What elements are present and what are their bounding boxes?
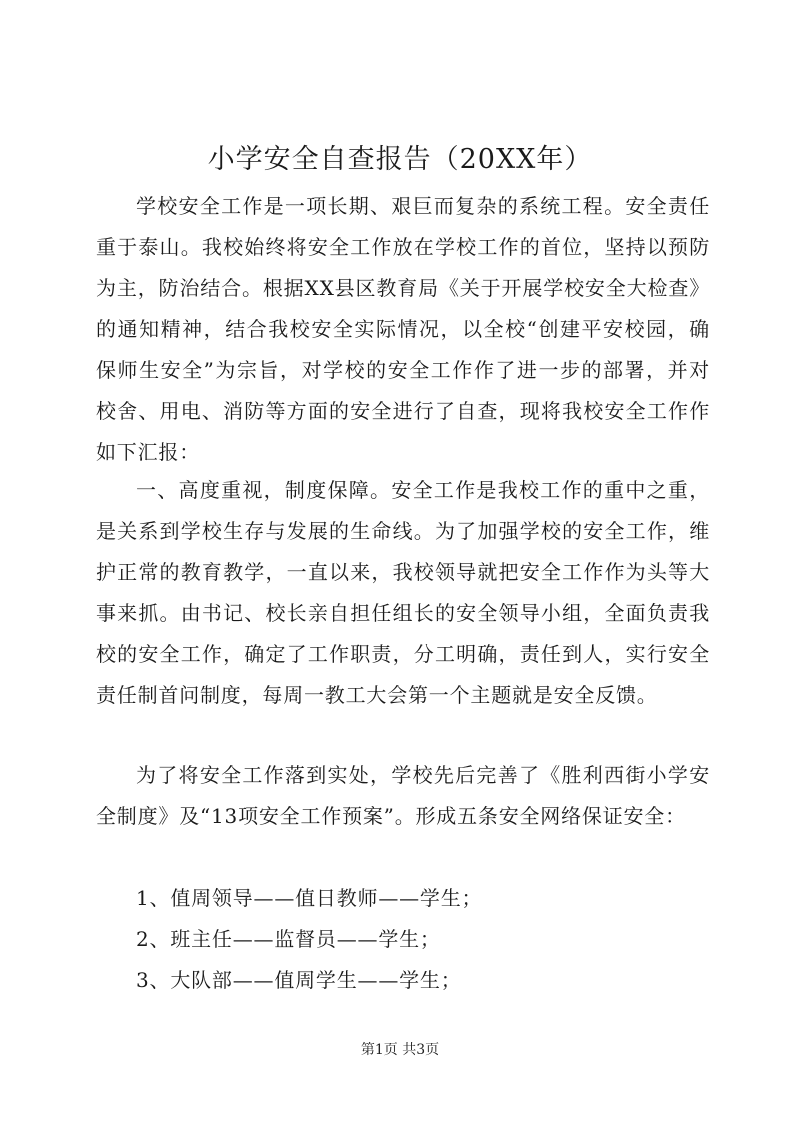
list-item: 3、大队部——值周学生——学生； bbox=[136, 968, 462, 992]
list-item: 1、值周领导——值日教师——学生； bbox=[136, 886, 483, 910]
paragraph-intro: 学校安全工作是一项长期、艰巨而复杂的系统工程。安全责任重于泰山。我校始终将安全工作放在学校工作的首位，坚持以预防为主，防治结合。根据XX县区教育局《关于开展学校安全大检查》的通知精神，结合我校安全实际情况，以全校“创建平安校园，确保师生安全”为宗旨，对学校的安全工作作了进一步的部署，并对校舍、用电、消防等方面的安全进行了自查，现将我校安全工作作如下汇报： bbox=[96, 194, 710, 464]
page-footer: 第1页 共3页 bbox=[360, 1042, 440, 1058]
paragraph-section-1: 一、高度重视，制度保障。安全工作是我校工作的重中之重，是关系到学校生存与发展的生命线。为了加强学校的安全工作，维护正常的教育教学，一直以来，我校领导就把安全工作作为头等大事来抓。由书记、校长亲自担任组长的安全领导小组，全面负责我校的安全工作，确定了工作职责，分工明确，责任到人，实行安全责任制首问制度，每周一教工大会第一个主题就是安全反馈。 bbox=[96, 478, 710, 707]
list-item: 2、班主任——监督员——学生； bbox=[136, 927, 441, 951]
paragraph-safety-system: 为了将安全工作落到实处，学校先后完善了《胜利西街小学安全制度》及“13项安全工作预案”。形成五条安全网络保证安全： bbox=[96, 763, 710, 828]
document-title: 小学安全自查报告（20XX年） bbox=[207, 144, 593, 175]
